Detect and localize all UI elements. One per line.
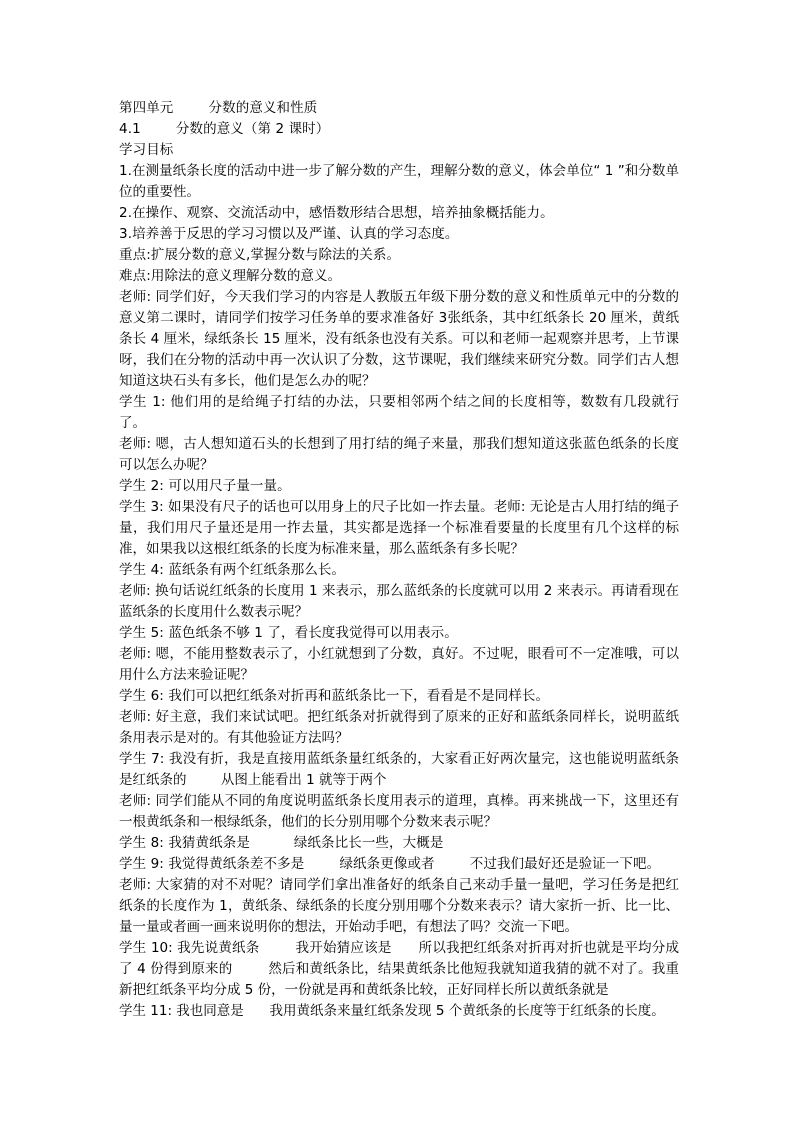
dialogue-paragraph: 学生 11: 我也同意是 我用黄纸条来量红纸条发现 5 个黄纸条的长度等于红纸条的长度。 bbox=[119, 1003, 665, 1019]
dialogue-paragraph: 学生 1: 他们用的是给绳子打结的办法，只要相邻两个结之间的长度相等，数数有几段就行了。 bbox=[119, 394, 679, 431]
dialogue-paragraph: 老师: 同学们能从不同的角度说明蓝纸条长度用表示的道理，真棒。再来挑战一下，这里还有一根黄纸条和一根绿纸条，他们的长分别用哪个分数来表示呢？ bbox=[119, 793, 679, 830]
key-point: 重点:扩展分数的意义,掌握分数与除法的关系。 bbox=[119, 247, 401, 263]
section-heading: 学习目标 bbox=[119, 142, 174, 158]
dialogue-paragraph: 老师: 嗯，不能用整数表示了，小红就想到了分数，真好。不过呢，眼看可不一定准哦，可以用什么方法来验证呢？ bbox=[119, 646, 679, 683]
dialogue-paragraph: 老师: 大家猜的对不对呢？请同学们拿出准备好的纸条自己来动手量一量吧，学习任务是把红纸条的长度作为 1，黄纸条、绿纸条的长度分别用哪个分数来表示？请大家折一折、比一比、量一量或者画一画来说明你的想法，开始动手吧，有想法了吗？交流一下吧。 bbox=[119, 877, 679, 935]
dialogue-paragraph: 学生 2: 可以用尺子量一量。 bbox=[119, 478, 291, 494]
dialogue-paragraph: 学生 6: 我们可以把红纸条对折再和蓝纸条比一下，看看是不是同样长。 bbox=[119, 688, 550, 704]
document-page bbox=[119, 98, 679, 1022]
objective-3: 3.培养善于反思的学习习惯以及严谨、认真的学习态度。 bbox=[119, 226, 459, 242]
dialogue-paragraph: 老师: 嗯，古人想知道石头的长想到了用打结的绳子来量，那我们想知道这张蓝色纸条的长度可以怎么办呢？ bbox=[119, 436, 679, 473]
dialogue-paragraph: 老师: 好主意，我们来试试吧。把红纸条对折就得到了原来的正好和蓝纸条同样长，说明蓝纸条用表示是对的。有其他验证方法吗？ bbox=[119, 709, 679, 746]
dialogue-paragraph: 老师: 换句话说红纸条的长度用 1 来表示，那么蓝纸条的长度就可以用 2 来表示。再请看现在蓝纸条的长度用什么数表示呢？ bbox=[119, 583, 679, 620]
objective-2: 2.在操作、观察、交流活动中，感悟数形结合思想，培养抽象概括能力。 bbox=[119, 205, 554, 221]
lesson-title: 4.1 分数的意义（第 2 课时） bbox=[119, 121, 330, 137]
dialogue-paragraph: 学生 8: 我猜黄纸条是 绿纸条比长一些，大概是 bbox=[119, 835, 444, 851]
dialogue-paragraph: 学生 9: 我觉得黄纸条差不多是 绿纸条更像或者 不过我们最好还是验证一下吧。 bbox=[119, 856, 661, 872]
dialogue-paragraph: 学生 10: 我先说黄纸条 我开始猜应该是 所以我把红纸条对折再对折也就是平均分成了 4 份得到原来的 然后和黄纸条比，结果黄纸条比他短我就知道我猜的就不对了。我重新把红纸条平均分成 5 份，一份就是再和黄纸条比较，正好同样长所以黄纸条就是 bbox=[119, 940, 679, 998]
unit-title: 第四单元 分数的意义和性质 bbox=[119, 100, 318, 116]
dialogue-paragraph: 学生 3: 如果没有尺子的话也可以用身上的尺子比如一拃去量。老师: 无论是古人用打结的绳子量，我们用尺子量还是用一拃去量，其实都是选择一个标准看要量的长度里有几个这样的标准，如果我以这根红纸条的长度为标准来量，那么蓝纸条有多长呢？ bbox=[119, 499, 679, 557]
dialogue-paragraph: 老师: 同学们好，今天我们学习的内容是人教版五年级下册分数的意义和性质单元中的分数的意义第二课时，请同学们按学习任务单的要求准备好 3张纸条，其中红纸条长 20 厘米，黄纸条长 4 厘米，绿纸条长 15 厘米，没有纸条也没有关系。可以和老师一起观察并思考，上节课呀，我们在分物的活动中再一次认识了分数，这节课呢，我们继续来研究分数。同学们古人想知道这块石头有多长，他们是怎么办的呢？ bbox=[119, 289, 679, 389]
dialogue-paragraph: 学生 7: 我没有折，我是直接用蓝纸条量红纸条的，大家看正好两次量完，这也能说明蓝纸条是红纸条的 从图上能看出 1 就等于两个 bbox=[119, 751, 679, 788]
difficult-point: 难点:用除法的意义理解分数的意义。 bbox=[119, 268, 342, 284]
dialogue-paragraph: 学生 4: 蓝纸条有两个红纸条那么长。 bbox=[119, 562, 346, 578]
dialogue-paragraph: 学生 5: 蓝色纸条不够 1 了，看长度我觉得可以用表示。 bbox=[119, 625, 458, 641]
objective-1: 1.在测量纸条长度的活动中进一步了解分数的产生，理解分数的意义，体会单位“ 1 ”和分数单位的重要性。 bbox=[119, 163, 679, 200]
